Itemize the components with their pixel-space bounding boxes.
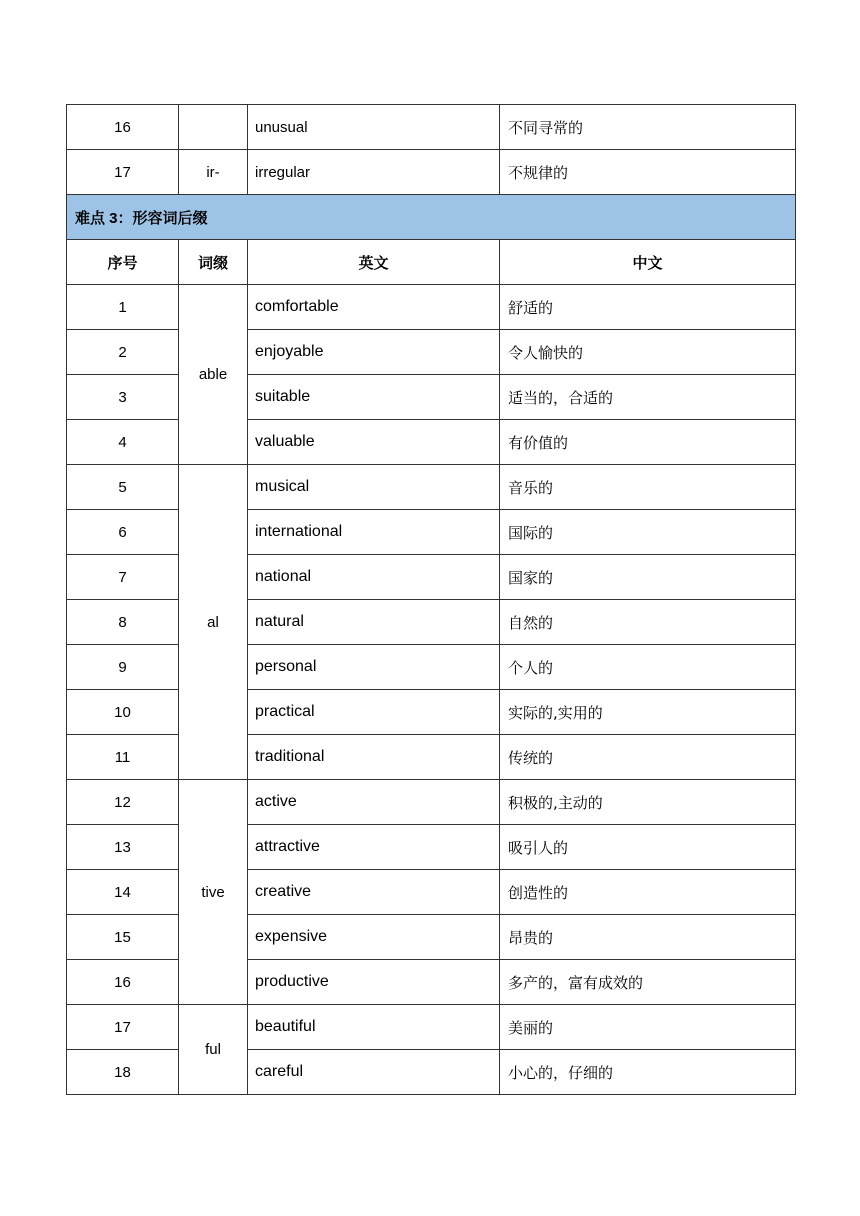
english-word: musical <box>248 465 500 510</box>
header-english: 英文 <box>248 240 500 285</box>
english-word: irregular <box>248 150 500 195</box>
row-number: 18 <box>67 1050 179 1095</box>
row-number: 5 <box>67 465 179 510</box>
header-number: 序号 <box>67 240 179 285</box>
chinese-meaning: 多产的，富有成效的 <box>500 960 796 1005</box>
english-word: unusual <box>248 105 500 150</box>
english-word: productive <box>248 960 500 1005</box>
affix-cell: ir- <box>179 150 248 195</box>
table-row <box>67 915 796 960</box>
table-row <box>67 375 796 420</box>
chinese-meaning: 不同寻常的 <box>500 105 796 150</box>
english-word: expensive <box>248 915 500 960</box>
chinese-meaning: 音乐的 <box>500 465 796 510</box>
table-row <box>67 1050 796 1095</box>
section-header-row <box>67 195 796 240</box>
english-word: international <box>248 510 500 555</box>
table-row <box>67 825 796 870</box>
table-row <box>67 555 796 600</box>
english-word: personal <box>248 645 500 690</box>
row-number: 3 <box>67 375 179 420</box>
table-row <box>67 150 796 195</box>
table-row <box>67 645 796 690</box>
row-number: 7 <box>67 555 179 600</box>
chinese-meaning: 舒适的 <box>500 285 796 330</box>
row-number: 14 <box>67 870 179 915</box>
row-number: 17 <box>67 1005 179 1050</box>
english-word: enjoyable <box>248 330 500 375</box>
chinese-meaning: 个人的 <box>500 645 796 690</box>
header-affix: 词缀 <box>179 240 248 285</box>
chinese-meaning: 美丽的 <box>500 1005 796 1050</box>
english-word: creative <box>248 870 500 915</box>
row-number: 2 <box>67 330 179 375</box>
chinese-meaning: 国际的 <box>500 510 796 555</box>
affix-cell: tive <box>179 780 248 1005</box>
table-row <box>67 465 796 510</box>
english-word: traditional <box>248 735 500 780</box>
table-row <box>67 420 796 465</box>
english-word: beautiful <box>248 1005 500 1050</box>
chinese-meaning: 传统的 <box>500 735 796 780</box>
row-number: 11 <box>67 735 179 780</box>
table-row <box>67 510 796 555</box>
table-row <box>67 105 796 150</box>
table-row <box>67 690 796 735</box>
row-number: 8 <box>67 600 179 645</box>
row-number: 12 <box>67 780 179 825</box>
header-chinese: 中文 <box>500 240 796 285</box>
chinese-meaning: 令人愉快的 <box>500 330 796 375</box>
english-word: comfortable <box>248 285 500 330</box>
row-number: 16 <box>67 960 179 1005</box>
table-row <box>67 735 796 780</box>
english-word: natural <box>248 600 500 645</box>
affix-cell: able <box>179 285 248 465</box>
row-number: 15 <box>67 915 179 960</box>
english-word: suitable <box>248 375 500 420</box>
table-row <box>67 780 796 825</box>
english-word: attractive <box>248 825 500 870</box>
chinese-meaning: 自然的 <box>500 600 796 645</box>
section-title: 难点 3：形容词后缀 <box>67 195 796 240</box>
chinese-meaning: 不规律的 <box>500 150 796 195</box>
english-word: practical <box>248 690 500 735</box>
table-row <box>67 870 796 915</box>
english-word: valuable <box>248 420 500 465</box>
row-number: 4 <box>67 420 179 465</box>
row-number: 6 <box>67 510 179 555</box>
table-row <box>67 1005 796 1050</box>
affix-cell: al <box>179 465 248 780</box>
row-number: 17 <box>67 150 179 195</box>
chinese-meaning: 吸引人的 <box>500 825 796 870</box>
row-number: 1 <box>67 285 179 330</box>
row-number: 9 <box>67 645 179 690</box>
chinese-meaning: 昂贵的 <box>500 915 796 960</box>
row-number: 13 <box>67 825 179 870</box>
table-row <box>67 330 796 375</box>
chinese-meaning: 适当的，合适的 <box>500 375 796 420</box>
chinese-meaning: 小心的，仔细的 <box>500 1050 796 1095</box>
chinese-meaning: 积极的,主动的 <box>500 780 796 825</box>
english-word: national <box>248 555 500 600</box>
chinese-meaning: 国家的 <box>500 555 796 600</box>
english-word: active <box>248 780 500 825</box>
affix-cell: ful <box>179 1005 248 1095</box>
table-row <box>67 600 796 645</box>
chinese-meaning: 创造性的 <box>500 870 796 915</box>
table-row <box>67 960 796 1005</box>
affix-cell <box>179 105 248 150</box>
vocabulary-table <box>66 104 796 1095</box>
row-number: 16 <box>67 105 179 150</box>
column-header-row <box>67 240 796 285</box>
table-row <box>67 285 796 330</box>
english-word: careful <box>248 1050 500 1095</box>
row-number: 10 <box>67 690 179 735</box>
chinese-meaning: 实际的,实用的 <box>500 690 796 735</box>
chinese-meaning: 有价值的 <box>500 420 796 465</box>
